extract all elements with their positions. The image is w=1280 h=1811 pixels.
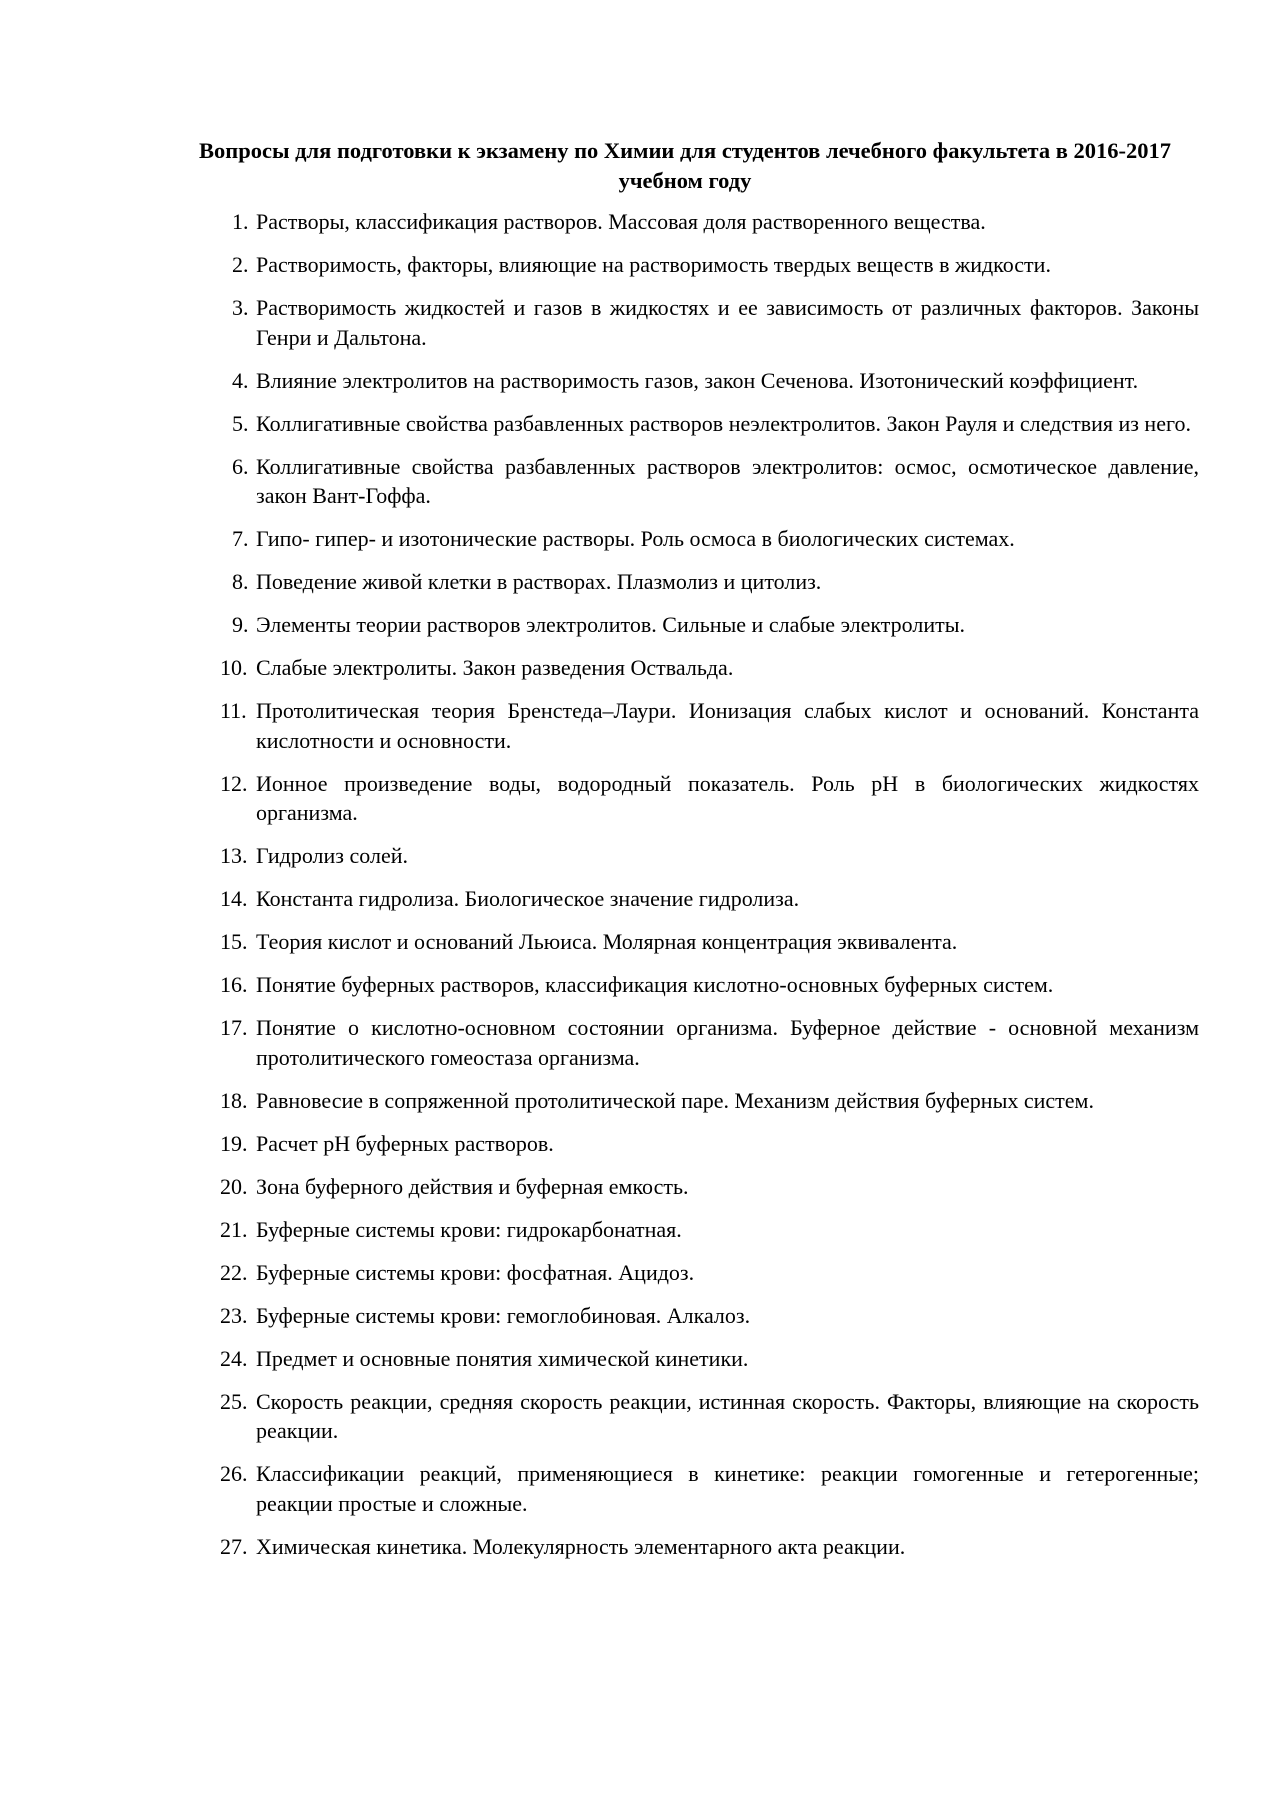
item-number: 5. — [232, 410, 249, 436]
list-item — [220, 409, 1199, 439]
item-text: Гипо- гипер- и изотонические растворы. Роль осмоса в биологических системах. — [256, 526, 1015, 551]
item-text: Растворимость жидкостей и газов в жидкостях и ее зависимость от различных факторов. Законы Генри и Дальтона. — [256, 295, 1199, 350]
item-number: 27. — [220, 1533, 248, 1559]
item-text: Ионное произведение воды, водородный показатель. Роль рН в биологических жидкостях организма. — [256, 770, 1199, 825]
list-item — [220, 841, 1199, 871]
list-item — [220, 1129, 1199, 1159]
item-text: Элементы теории растворов электролитов. Сильные и слабые электролиты. — [256, 612, 965, 637]
list-item — [220, 207, 1199, 237]
item-number: 4. — [232, 367, 249, 393]
item-number: 20. — [220, 1173, 248, 1199]
item-text: Константа гидролиза. Биологическое значение гидролиза. — [256, 886, 800, 911]
item-text: Классификации реакций, применяющиеся в кинетике: реакции гомогенные и гетерогенные; реакции простые и сложные. — [256, 1461, 1199, 1516]
item-number: 1. — [232, 209, 249, 234]
item-number: 21. — [220, 1216, 248, 1242]
list-item — [220, 884, 1199, 914]
list-item — [220, 452, 1199, 511]
question-list — [220, 207, 1199, 1575]
item-text: Протолитическая теория Бренстеда–Лаури. Ионизация слабых кислот и оснований. Константа кислотности и основности. — [256, 698, 1199, 753]
item-number: 10. — [220, 655, 248, 680]
item-text: Понятие буферных растворов, классификация кислотно-основных буферных систем. — [256, 972, 1054, 997]
item-number: 3. — [232, 295, 249, 320]
list-item — [220, 250, 1199, 280]
item-text: Теория кислот и оснований Льюиса. Молярная концентрация эквивалента. — [256, 929, 958, 954]
item-number: 18. — [220, 1087, 248, 1113]
item-number: 19. — [220, 1130, 248, 1156]
item-number: 9. — [232, 612, 249, 637]
item-number: 17. — [220, 1015, 248, 1040]
list-item — [220, 1459, 1199, 1518]
item-number: 16. — [220, 972, 248, 997]
list-item — [220, 293, 1199, 352]
document-title: Вопросы для подготовки к экзамену по Химии для студентов лечебного факультета в 2016-2017 учебном году — [198, 138, 1171, 193]
item-number: 13. — [220, 843, 248, 868]
list-item — [220, 927, 1199, 957]
item-text: Влияние электролитов на растворимость газов, закон Сеченова. Изотонический коэффициент. — [256, 367, 1139, 393]
list-item — [220, 524, 1199, 554]
item-number: 2. — [232, 252, 249, 277]
item-number: 6. — [232, 453, 249, 479]
item-number: 26. — [220, 1461, 248, 1486]
item-number: 12. — [220, 770, 248, 796]
list-item — [220, 1532, 1199, 1562]
item-text: Буферные системы крови: гидрокарбонатная. — [256, 1216, 682, 1242]
item-text: Понятие о кислотно-основном состоянии организма. Буферное действие - основной механизм протолитического гомеостаза организма. — [256, 1015, 1199, 1070]
list-item — [220, 653, 1199, 683]
list-item — [220, 1172, 1199, 1202]
item-number: 25. — [220, 1388, 248, 1414]
list-item — [220, 696, 1199, 755]
list-item — [220, 567, 1199, 597]
item-number: 11. — [220, 698, 247, 723]
list-item — [220, 1013, 1199, 1072]
list-item — [220, 1301, 1199, 1331]
item-text: Буферные системы крови: фосфатная. Ацидоз. — [256, 1259, 695, 1285]
list-item — [220, 1387, 1199, 1446]
item-number: 22. — [220, 1259, 248, 1285]
list-item — [220, 1086, 1199, 1116]
item-text: Предмет и основные понятия химической кинетики. — [256, 1345, 749, 1371]
item-text: Химическая кинетика. Молекулярность элементарного акта реакции. — [256, 1533, 906, 1559]
list-item — [220, 1258, 1199, 1288]
item-text: Растворимость, факторы, влияющие на растворимость твердых веществ в жидкости. — [256, 252, 1051, 277]
list-item — [220, 1344, 1199, 1374]
item-text: Коллигативные свойства разбавленных растворов неэлектролитов. Закон Рауля и следствия из него. — [256, 410, 1191, 436]
item-number: 15. — [220, 929, 248, 954]
item-text: Гидролиз солей. — [256, 843, 408, 868]
item-number: 14. — [220, 886, 248, 911]
item-number: 24. — [220, 1345, 248, 1371]
item-text: Расчет рН буферных растворов. — [256, 1130, 554, 1156]
list-item — [220, 769, 1199, 828]
item-text: Поведение живой клетки в растворах. Плазмолиз и цитолиз. — [256, 569, 822, 594]
item-text: Равновесие в сопряженной протолитической паре. Механизм действия буферных систем. — [256, 1087, 1094, 1113]
item-number: 23. — [220, 1302, 248, 1328]
item-number: 8. — [232, 569, 249, 594]
list-item — [220, 970, 1199, 1000]
item-text: Буферные системы крови: гемоглобиновая. Алкалоз. — [256, 1302, 751, 1328]
item-number: 7. — [232, 526, 249, 551]
list-item — [220, 1215, 1199, 1245]
item-text: Зона буферного действия и буферная емкость. — [256, 1173, 689, 1199]
item-text: Скорость реакции, средняя скорость реакции, истинная скорость. Факторы, влияющие на скорость реакции. — [256, 1388, 1199, 1443]
item-text: Растворы, классификация растворов. Массовая доля растворенного вещества. — [256, 209, 986, 234]
item-text: Коллигативные свойства разбавленных растворов электролитов: осмос, осмотическое давление, закон Вант-Гоффа. — [256, 453, 1199, 508]
list-item — [220, 366, 1199, 396]
item-text: Слабые электролиты. Закон разведения Оствальда. — [256, 655, 734, 680]
list-item — [220, 610, 1199, 640]
